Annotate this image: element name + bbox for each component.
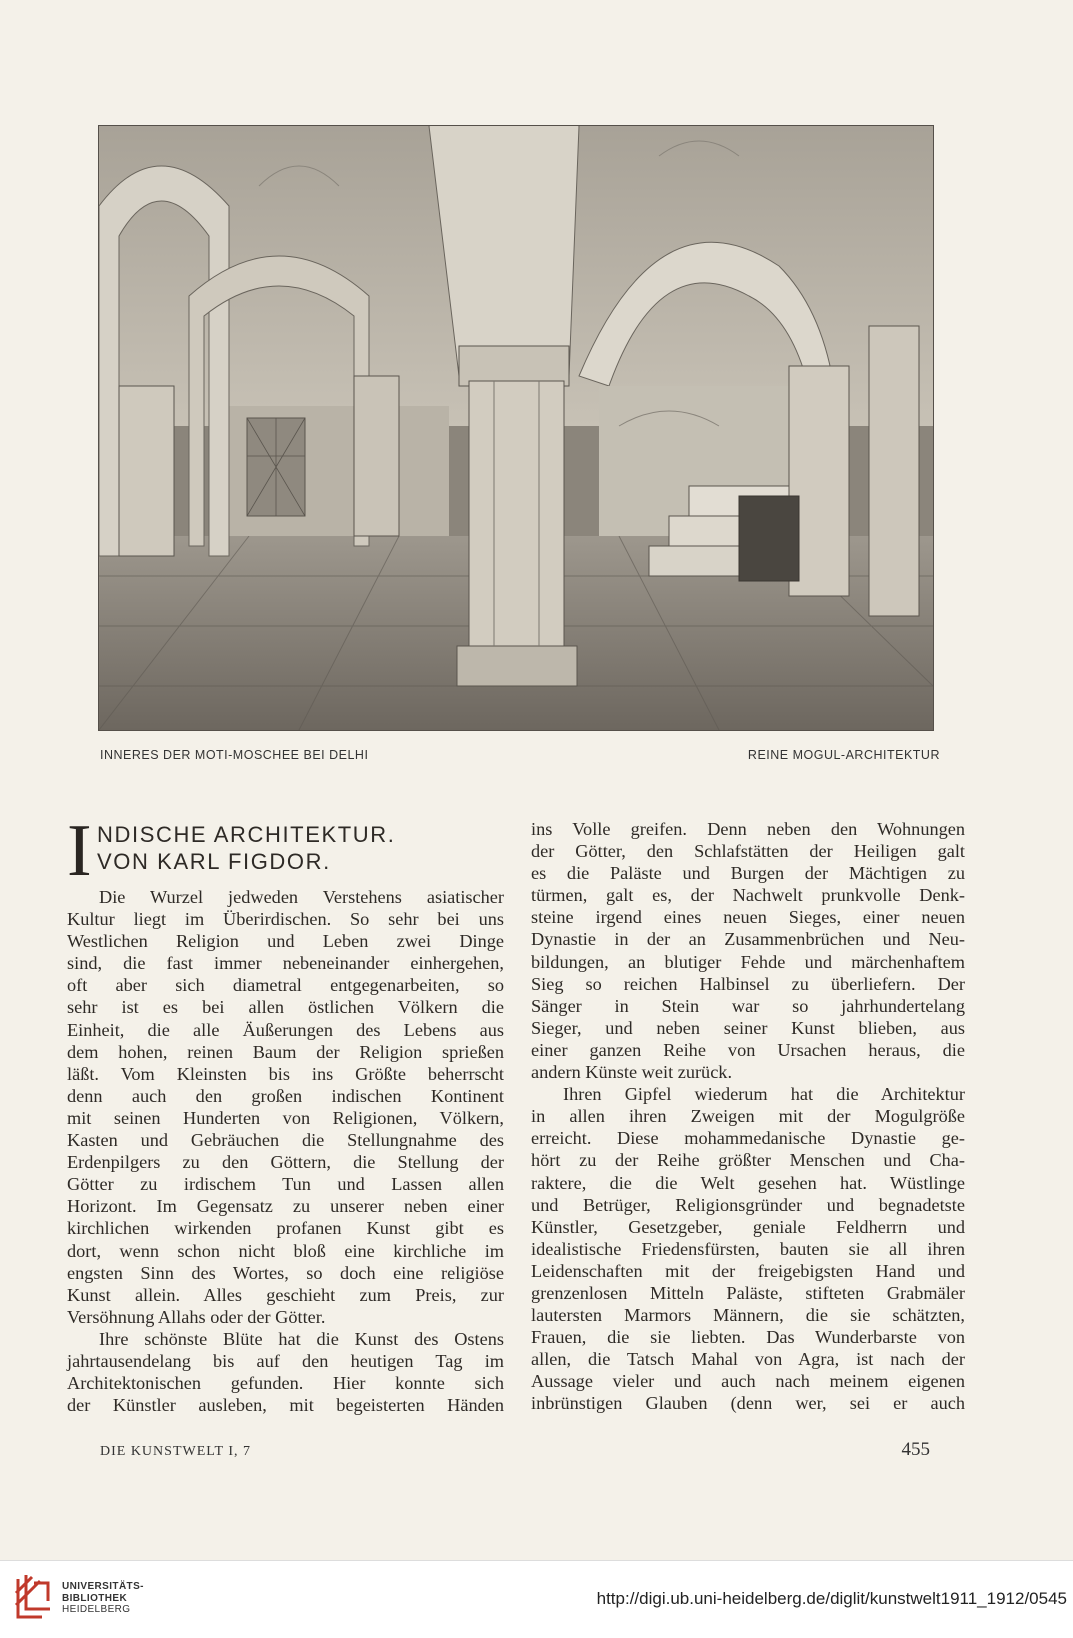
text-line: mit seinen Hunderten von Religionen, Völkern, xyxy=(67,1107,504,1128)
text-line: andern Künste weit zurück. xyxy=(531,1062,733,1083)
text-line: lautersten Marmors Männern, die sie schätzten, xyxy=(531,1305,965,1326)
article-column-right xyxy=(531,818,965,1415)
text-line: Versöhnung Allahs oder der Götter. xyxy=(67,1306,326,1327)
text-line: und Betrüger, Religionsgründer und begnadetste xyxy=(531,1194,965,1215)
text-line: hört zu der Reihe größter Menschen und Cha- xyxy=(531,1150,965,1171)
text-line: oft aber sich diametral entgegenarbeiten, so xyxy=(67,975,504,996)
source-url-link[interactable]: http://digi.ub.uni-heidelberg.de/diglit/kunstwelt1911_1912/0545 xyxy=(596,1589,1067,1608)
page-number: 455 xyxy=(901,1439,930,1460)
text-line: Kunst allein. Alles geschieht zum Preis, zur xyxy=(67,1284,504,1305)
library-footer-bar xyxy=(0,1560,1073,1638)
text-line: grenzenlosen Mitteln Paläste, stifteten Grabmäler xyxy=(531,1282,965,1303)
text-line: allen, die Tatsch Mahal von Agra, ist nach der xyxy=(531,1349,965,1370)
image-caption-right: REINE MOGUL-ARCHITEKTUR xyxy=(747,748,940,762)
text-line: dort, wenn schon nicht bloß eine kirchliche im xyxy=(67,1240,504,1261)
text-line: raktere, die die Welt gesehen hat. Wüstlinge xyxy=(531,1172,965,1193)
text-line: einer ganzen Reihe von Ursachen heraus, die xyxy=(531,1039,965,1060)
journal-name: DIE KUNSTWELT I, 7 xyxy=(100,1444,251,1459)
drop-cap: I xyxy=(67,810,92,892)
text-line: in allen ihren Zweigen mit der Mogulgröße xyxy=(531,1106,965,1127)
text-line: engsten Sinn des Wortes, so doch eine religiöse xyxy=(67,1262,504,1283)
text-line: Sieg so reichen Halbinsel zu überliefern. Der xyxy=(531,973,965,994)
text-line: Die Wurzel jedweden Verstehens asiatischer xyxy=(99,887,504,907)
image-caption-left: INNERES DER MOTI-MOSCHEE BEI DELHI xyxy=(100,748,369,762)
text-line: dem hohen, reinen Baum der Religion sprießen xyxy=(67,1041,504,1062)
text-line: Leidenschaften mit der freigebigsten Hand und xyxy=(531,1260,965,1281)
text-line: ins Volle greifen. Denn neben den Wohnungen xyxy=(531,819,965,839)
article-column-left xyxy=(67,810,504,1416)
text-line: Ihre schönste Blüte hat die Kunst des Ostens xyxy=(99,1328,504,1349)
text-line: Götter zu irdischem Tun und Lassen allen xyxy=(67,1174,504,1195)
text-line: Frauen, die sie liebten. Das Wunderbarste von xyxy=(531,1327,965,1348)
text-line: bildungen, an blutiger Fehde und märchenhaftem xyxy=(531,951,965,972)
text-line: jahrtausendelang bis auf den heutigen Tag im xyxy=(67,1350,504,1371)
photo-illustration xyxy=(99,126,933,730)
text-line: kirchlichen wirkenden profanen Kunst gibt es xyxy=(67,1218,504,1239)
text-line: sehr ist es bei allen östlichen Völkern die xyxy=(67,997,504,1018)
library-name-line-1: UNIVERSITÄTS- xyxy=(62,1581,144,1592)
library-name-line-2: BIBLIOTHEK xyxy=(62,1592,128,1604)
article-title xyxy=(67,810,504,892)
text-line: inbrünstigen Glauben (denn wer, sei er auch xyxy=(531,1393,965,1414)
text-line: Erdenpilgers zu den Göttern, die Stellung der xyxy=(67,1152,504,1173)
text-line: Dynastie in der an Zusammenbrüchen und Neu- xyxy=(531,929,965,950)
text-line: idealistische Friedensfürsten, bauten sie all ihren xyxy=(531,1238,965,1259)
text-line: Sänger in Stein war so jahrhundertelang xyxy=(531,995,965,1016)
text-line: es die Paläste und Burgen der Mächtigen zu xyxy=(531,863,965,884)
title-line-2: VON KARL FIGDOR. xyxy=(97,849,331,874)
right-column-text xyxy=(531,818,965,1415)
text-line: Ihren Gipfel wiederum hat die Architektur xyxy=(563,1084,965,1105)
text-line: denn auch den großen indischen Kontinent xyxy=(67,1085,504,1106)
text-line: Kultur liegt im Überirdischen. So sehr bei uns xyxy=(67,909,504,930)
text-line: Sieger, und neben seiner Kunst blieben, aus xyxy=(531,1017,965,1038)
text-line: sind, die fast immer nebeneinander einhergehen, xyxy=(67,953,504,974)
text-line: Einheit, die alle Äußerungen des Lebens aus xyxy=(67,1019,504,1040)
text-line: der Künstler ausleben, mit begeisterten Händen xyxy=(67,1395,504,1416)
left-column-text xyxy=(67,886,504,1416)
text-line: läßt. Vom Kleinsten bis ins Größte beherrscht xyxy=(67,1063,504,1084)
text-line: Aussage vieler und auch nach meinem eigenen xyxy=(531,1371,965,1392)
text-line: Westlichen Religion und Leben zwei Dinge xyxy=(67,931,504,952)
library-logo-icon[interactable] xyxy=(12,1573,54,1623)
library-name-line-3: HEIDELBERG xyxy=(62,1604,131,1615)
text-line: der Götter, den Schlafstätten der Heiligen galt xyxy=(531,841,965,862)
library-name xyxy=(62,1581,144,1616)
text-line: Horizont. Im Gegensatz zu unserer neben einer xyxy=(67,1196,504,1217)
text-line: türmen, galt es, der Nachwelt prunkvolle Denk- xyxy=(531,885,965,906)
text-line: Künstler, Gesetzgeber, geniale Feldherrn und xyxy=(531,1216,965,1237)
text-line: steine irgend eines neuen Sieges, einer neuen xyxy=(531,907,965,928)
text-line: Architektonischen gefunden. Hier konnte sich xyxy=(67,1373,504,1394)
title-line-1: NDISCHE ARCHITEKTUR. xyxy=(97,822,396,847)
text-line: Kasten und Gebräuchen die Stellungnahme des xyxy=(67,1130,504,1151)
text-line: erreicht. Diese mohammedanische Dynastie ge- xyxy=(531,1128,965,1149)
mosque-interior-photo xyxy=(99,126,933,730)
